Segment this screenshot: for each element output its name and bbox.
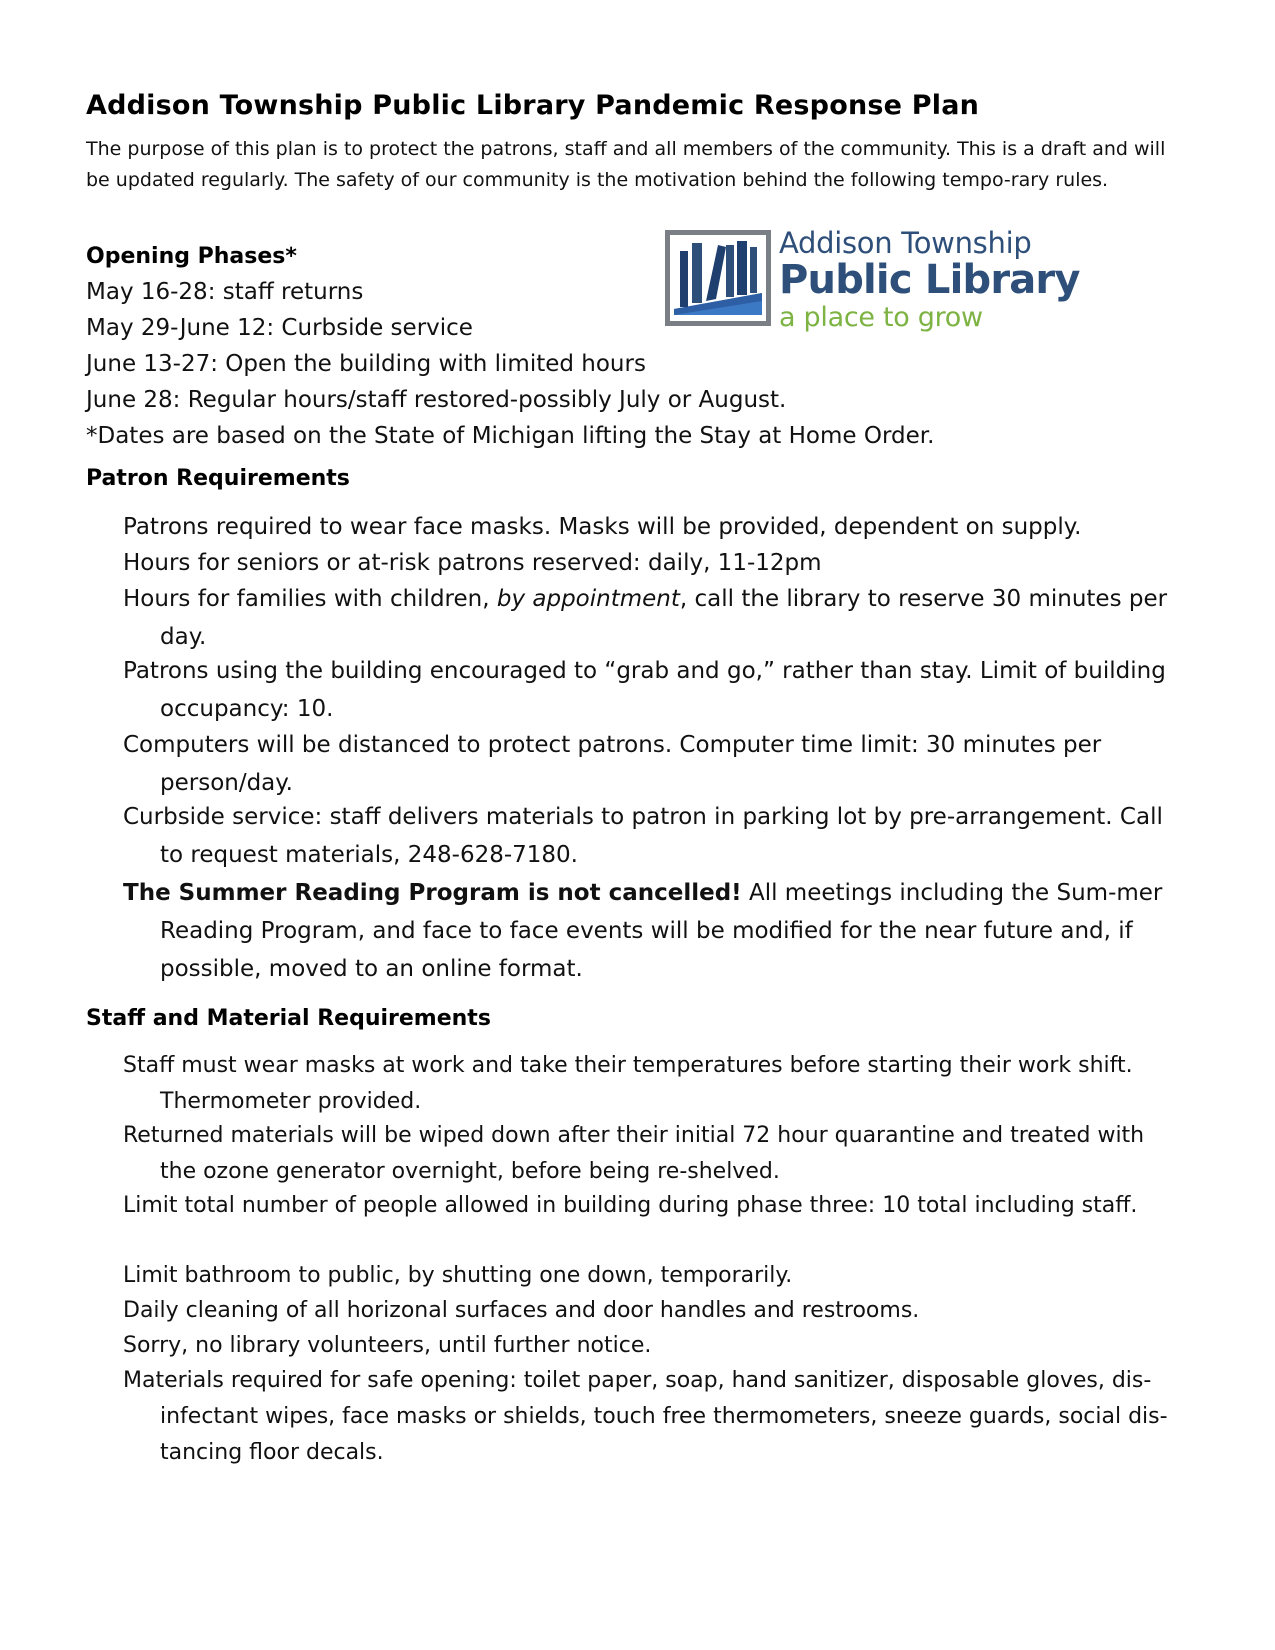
summer-reading-item (123, 874, 1173, 988)
library-logo (665, 226, 1105, 333)
staff-requirement-item: Materials required for safe opening: toilet paper, soap, hand sanitizer, disposable gloves, dis-infectant wipes, face masks or shields, touch free thermometers, sneeze guards, social dis-tancing floor decals. (123, 1368, 1168, 1465)
patron-requirement-item: Curbside service: staff delivers materials to patron in parking lot by pre-arrangement. Call to request materials, 248-628-7180. (123, 804, 1163, 868)
opening-phases-heading: Opening Phases* (86, 244, 297, 269)
staff-requirement-item: Returned materials will be wiped down after their initial 72 hour quarantine and treated with the ozone generator overnight, before being re-shelved. (123, 1123, 1145, 1184)
staff-requirement-item: Staff must wear masks at work and take their temperatures before starting their work shift. Thermometer provided. (123, 1053, 1133, 1114)
summer-reading-notice: The Summer Reading Program is not cancelled! (123, 880, 742, 906)
staff-requirement-item: Daily cleaning of all horizonal surfaces and door handles and restrooms. (123, 1298, 920, 1323)
emphasis-text: by appointment (496, 586, 680, 612)
document-title: Addison Township Public Library Pandemic Response Plan (86, 90, 980, 121)
item-text: All meetings including the Sum-mer Reading Program, and face to face events will be modified for the near future and, if possible, moved to an online format. (160, 880, 1163, 982)
patron-requirement-item (123, 580, 1173, 656)
staff-requirement-item: Limit total number of people allowed in building during phase three: 10 total including staff. (123, 1193, 1138, 1218)
item-text: Hours for families with children, (123, 586, 497, 612)
staff-requirement-item: Limit bathroom to public, by shutting one down, temporarily. (123, 1263, 793, 1288)
logo-text-line2: Public Library (779, 257, 1080, 303)
phase-footnote: *Dates are based on the State of Michigan lifting the Stay at Home Order. (86, 423, 935, 449)
staff-requirements-heading: Staff and Material Requirements (86, 1006, 491, 1031)
phase-item: June 13-27: Open the building with limited hours (86, 351, 646, 377)
logo-tagline: a place to grow (779, 302, 983, 333)
patron-requirements-heading: Patron Requirements (86, 466, 350, 491)
intro-paragraph: The purpose of this plan is to protect the patrons, staff and all members of the community. This is a draft and will be updated regularly. The safety of our community is the motivation behind the following tempo-rary rules. (86, 138, 1166, 191)
books-logo-icon (665, 230, 771, 326)
phase-item: May 29-June 12: Curbside service (86, 315, 473, 341)
patron-requirement-item: Computers will be distanced to protect patrons. Computer time limit: 30 minutes per person/day. (123, 732, 1102, 796)
staff-requirement-item: Sorry, no library volunteers, until further notice. (123, 1333, 652, 1358)
item-text: , call the library to reserve 30 minutes per day. (160, 586, 1168, 650)
phase-item: May 16-28: staff returns (86, 279, 364, 305)
phase-item: June 28: Regular hours/staff restored-possibly July or August. (86, 387, 787, 413)
patron-requirement-item: Patrons using the building encouraged to “grab and go,” rather than stay. Limit of building occupancy: 10. (123, 658, 1166, 722)
logo-text-line1: Addison Township (779, 226, 1032, 260)
patron-requirement-item: Patrons required to wear face masks. Masks will be provided, dependent on supply. (123, 514, 1082, 540)
patron-requirement-item: Hours for seniors or at-risk patrons reserved: daily, 11-12pm (123, 550, 822, 576)
